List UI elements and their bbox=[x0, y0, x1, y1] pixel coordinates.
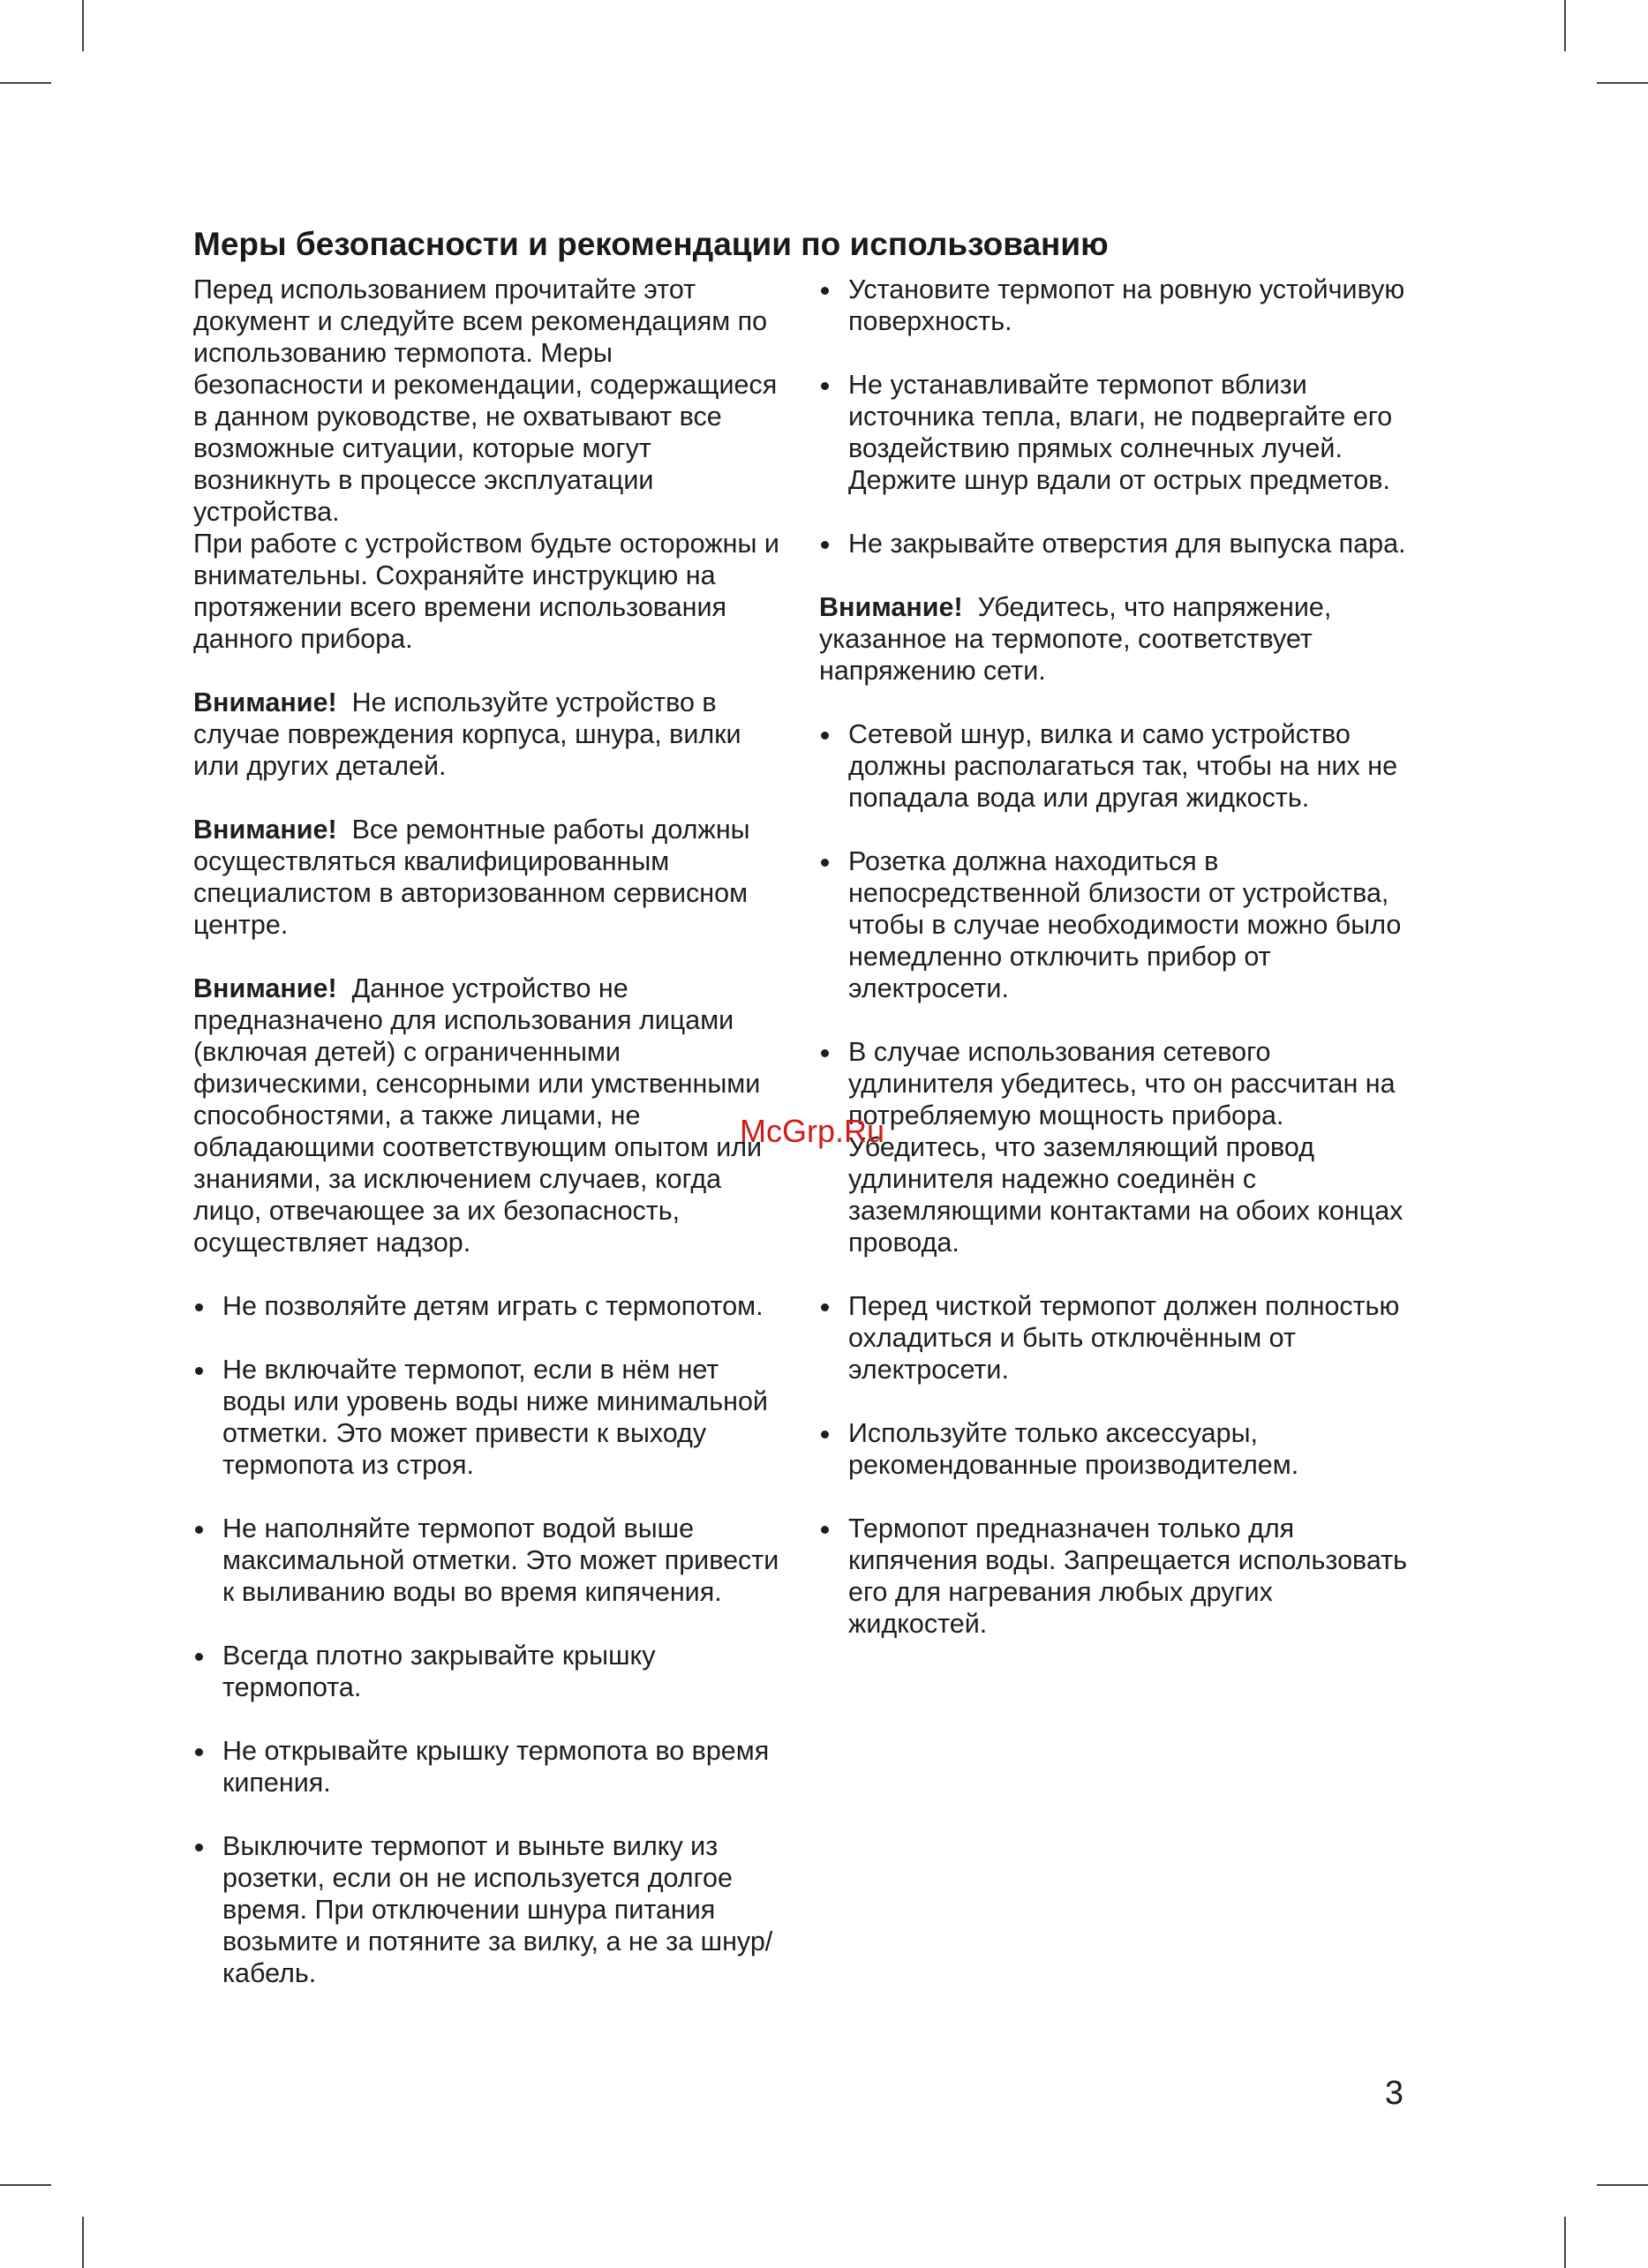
crop-mark bbox=[82, 2217, 84, 2268]
intro-paragraph-2: При работе с устройством будьте осторожны и внимательны. Сохраняйте инструкцию на протяжении всего времени использования данного прибора. bbox=[193, 529, 779, 654]
list-item: Выключите термопот и выньте вилку из розетки, если он не используется долгое время. При отключении шнура питания возьмите и потяните за вилку, а не за шнур/кабель. bbox=[193, 1830, 785, 1989]
list-item: Сетевой шнур, вилка и само устройство должны располагаться так, чтобы на них не попадала вода или другая жидкость. bbox=[819, 718, 1411, 814]
list-item: Используйте только аксессуары, рекомендованные производителем. bbox=[819, 1417, 1411, 1481]
list-item: Не позволяйте детям играть с термопотом. bbox=[193, 1290, 785, 1322]
bullet-icon bbox=[821, 1526, 829, 1534]
bullet-list bbox=[819, 718, 1411, 1640]
list-item: Розетка должна находиться в непосредственной близости от устройства, чтобы в случае необходимости можно было немедленно отключить прибор от электросети. bbox=[819, 845, 1411, 1004]
warning-paragraph bbox=[193, 814, 785, 941]
list-item: Установите термопот на ровную устойчивую поверхность. bbox=[819, 274, 1411, 337]
warning-paragraph bbox=[193, 973, 785, 1258]
bullet-icon bbox=[821, 541, 829, 549]
crop-mark bbox=[1564, 2217, 1566, 2268]
list-item: В случае использования сетевого удлинителя убедитесь, что он рассчитан на потребляемую мощность прибора. Убедитесь, что заземляющий провод удлинителя надежно соединён с заземляющими контактами на обоих концах провода. bbox=[819, 1036, 1411, 1258]
bullet-icon bbox=[821, 1303, 829, 1311]
list-item: Не закрывайте отверстия для выпуска пара. bbox=[819, 528, 1411, 559]
bullet-icon bbox=[821, 1431, 829, 1438]
list-item: Не включайте термопот, если в нём нет воды или уровень воды ниже минимальной отметки. Это может привести к выходу термопота из строя. bbox=[193, 1354, 785, 1481]
bullet-list bbox=[819, 274, 1411, 559]
list-item: Не открывайте крышку термопота во время кипения. bbox=[193, 1735, 785, 1799]
warning-text: Не используйте устройство в случае повреждения корпуса, шнура, вилки или других деталей. bbox=[193, 687, 741, 781]
bullet-icon bbox=[821, 732, 829, 740]
intro-paragraph: Перед использованием прочитайте этот документ и следуйте всем рекомендациям по использованию термопота. Меры безопасности и рекомендации, содержащиеся в данном руководстве, не охватывают все возможные ситуации, которые могут возникнуть в процессе эксплуатации устройства. bbox=[193, 274, 778, 527]
left-column bbox=[193, 274, 785, 2021]
warning-text: Убедитесь, что напряжение, указанное на термопоте, соответствует напряжению сети. bbox=[819, 592, 1332, 686]
watermark: McGrp.Ru bbox=[740, 1113, 885, 1149]
bullet-icon bbox=[195, 1844, 203, 1851]
warning-paragraph bbox=[819, 591, 1411, 687]
warning-label: Внимание! bbox=[819, 592, 963, 622]
warning-text: Все ремонтные работы должны осуществляться квалифицированным специалистом в авторизованном сервисном центре. bbox=[193, 815, 750, 940]
crop-mark bbox=[0, 2184, 51, 2186]
right-column bbox=[819, 274, 1411, 1671]
crop-mark bbox=[0, 82, 51, 84]
crop-mark bbox=[82, 0, 84, 51]
warning-text: Данное устройство не предназначено для использования лицами (включая детей) с ограниченными физическими, сенсорными или умственными способностями, а также лицами, не обладающими соответствующим опытом или знаниями, за исключением случаев, когда лицо, отвечающее за их безопасность, осуществляет надзор. bbox=[193, 973, 763, 1258]
bullet-icon bbox=[821, 859, 829, 867]
bullet-list bbox=[193, 1290, 785, 1989]
bullet-icon bbox=[195, 1748, 203, 1756]
list-item: Всегда плотно закрывайте крышку термопота. bbox=[193, 1640, 785, 1703]
list-item: Не устанавливайте термопот вблизи источника тепла, влаги, не подвергайте его воздействию прямых солнечных лучей. Держите шнур вдали от острых предметов. bbox=[819, 369, 1411, 496]
warning-paragraph bbox=[193, 687, 785, 782]
list-item: Не наполняйте термопот водой выше максимальной отметки. Это может привести к выливанию воды во время кипячения. bbox=[193, 1513, 785, 1608]
bullet-icon bbox=[821, 287, 829, 295]
crop-mark bbox=[1564, 0, 1566, 51]
page-title: Меры безопасности и рекомендации по использованию bbox=[193, 225, 1109, 262]
crop-mark bbox=[1597, 82, 1648, 84]
bullet-icon bbox=[195, 1653, 203, 1661]
warning-label: Внимание! bbox=[193, 973, 337, 1003]
bullet-icon bbox=[821, 382, 829, 390]
bullet-icon bbox=[195, 1303, 203, 1311]
warning-label: Внимание! bbox=[193, 815, 337, 845]
list-item: Термопот предназначен только для кипячения воды. Запрещается использовать его для нагревания любых других жидкостей. bbox=[819, 1513, 1411, 1640]
crop-mark bbox=[1597, 2184, 1648, 2186]
bullet-icon bbox=[195, 1526, 203, 1534]
list-item: Перед чисткой термопот должен полностью охладиться и быть отключённым от электросети. bbox=[819, 1290, 1411, 1386]
page-number: 3 bbox=[1384, 2075, 1403, 2112]
bullet-icon bbox=[195, 1367, 203, 1375]
warning-label: Внимание! bbox=[193, 687, 337, 717]
bullet-icon bbox=[821, 1049, 829, 1057]
